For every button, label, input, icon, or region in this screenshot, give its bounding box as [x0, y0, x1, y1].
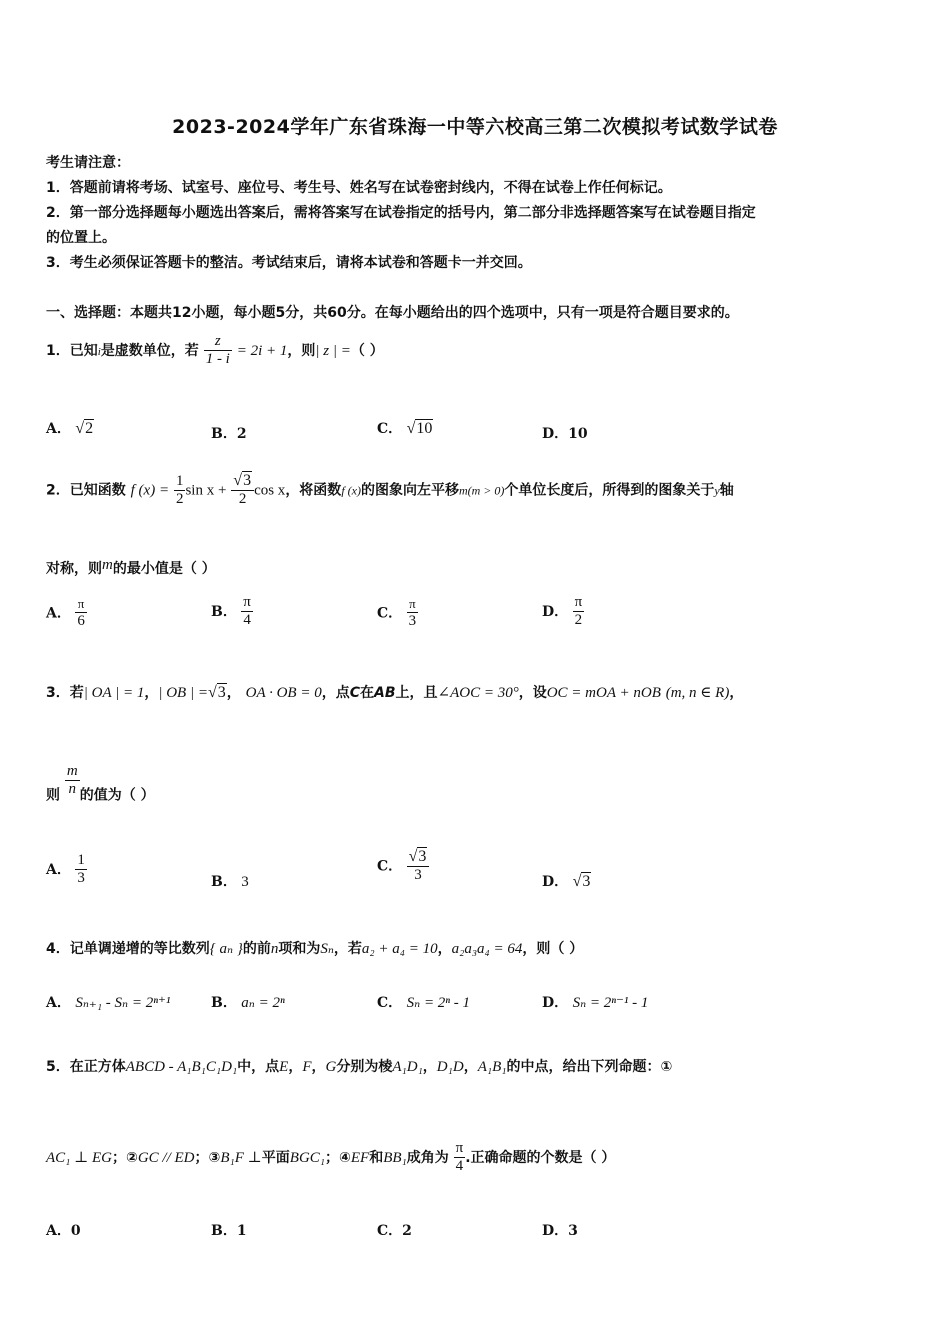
q2-frac-1-den: 2	[175, 490, 184, 507]
q3-option-b-label: B．	[211, 874, 237, 890]
q2-option-b-value	[241, 594, 253, 630]
q5-comma-2: ，	[311, 1059, 326, 1075]
q2-option-c[interactable]	[377, 597, 418, 630]
q3-option-c[interactable]	[377, 848, 429, 885]
q2-m-cond: m(m > 0)	[458, 483, 505, 498]
q3-option-a-num: 1	[75, 852, 87, 870]
q1-option-d-label: D．	[542, 426, 569, 442]
q1-option-d[interactable]	[542, 423, 588, 443]
question-4	[46, 938, 583, 958]
q4-text-1: 4．记单调递增的等比数列	[46, 941, 210, 957]
q3-comma-1: ，	[144, 685, 159, 701]
question-3-line-2	[46, 763, 155, 804]
q5-point-e: E	[279, 1059, 289, 1075]
q5-edge-3: A₁B₁	[477, 1059, 507, 1075]
q4-text-2: 的前	[242, 941, 271, 957]
q2-option-b-label: B．	[211, 603, 237, 620]
q3-text-1: 3．若	[46, 685, 84, 701]
q5-prop-2: GC // ED	[137, 1149, 195, 1166]
q2-fx2: f (x)	[341, 483, 361, 498]
q1-option-a-value: √2	[75, 420, 94, 437]
q3-m-over-n	[65, 763, 80, 799]
q2-option-d[interactable]	[542, 594, 584, 630]
question-2-line-2	[46, 557, 216, 578]
q3-ob: | OB | =	[158, 685, 208, 701]
q4-sn: Sₙ	[320, 941, 334, 957]
q2-l2-text-1: 对称，则	[46, 561, 102, 577]
q5-text-4: 的中点，给出下列命题：①	[506, 1059, 673, 1075]
q3-text-5: ，设	[518, 685, 547, 701]
q4-cond-2: a₂a₃a₄ = 64	[451, 941, 523, 957]
q5-text-5: .正确命题的个数是（ ）	[465, 1149, 616, 1166]
q5-text-1: 5．在正方体	[46, 1059, 126, 1075]
q3-option-a-value	[75, 852, 87, 888]
q1-option-c[interactable]	[377, 418, 433, 438]
q4-cond-1: a₂ + a₄ = 10	[361, 941, 438, 957]
q5-option-d-value: 3	[568, 1223, 578, 1239]
q2-option-b[interactable]	[211, 594, 253, 630]
q1-option-c-value: √10	[406, 420, 433, 437]
q1-equation: = 2i + 1	[236, 342, 288, 359]
q2-text-2: ，将函数	[285, 482, 342, 499]
q1-option-a[interactable]	[46, 418, 94, 438]
q3-option-c-num: √3	[407, 848, 430, 867]
q3-option-a[interactable]	[46, 852, 87, 888]
q1-text-2: 是虚数单位，若	[100, 342, 199, 359]
q2-option-a-num: π	[75, 597, 87, 613]
q4-an: { aₙ }	[209, 941, 243, 957]
question-2	[46, 472, 734, 509]
q3-rad3: 3	[217, 684, 226, 701]
q2-frac-1-num: 1	[174, 473, 186, 491]
q1-option-b[interactable]	[211, 423, 247, 443]
q3-option-d-value: √3	[572, 873, 591, 890]
q2-rad3: 3	[243, 472, 252, 489]
notice-item-2: 2．第一部分选择题每小题选出答案后，需将答案写在试卷指定的括号内，第二部分非选择题答案写在试卷题目指定	[46, 205, 756, 221]
q2-frac-1	[174, 473, 186, 509]
q5-pi-over-4	[454, 1140, 466, 1176]
q3-oc: OC = mOA + nOB	[546, 685, 661, 701]
q5-option-a-value: 0	[70, 1223, 81, 1239]
q3-point-c: C	[349, 685, 360, 701]
q3-l2-text-1: 则	[46, 787, 60, 804]
q1-absz: | z | =	[315, 342, 351, 359]
q5-comma-3: ，	[422, 1059, 437, 1075]
q3-text-3: 在	[360, 685, 374, 701]
q4-text-4: ，若	[333, 941, 362, 957]
q4-option-a[interactable]	[46, 992, 170, 1012]
q2-frac-2	[231, 472, 254, 509]
q5-prop-4b: 和	[369, 1149, 384, 1166]
q1-frac-num: z	[204, 333, 232, 351]
q3-n: n	[68, 781, 77, 798]
q2-m: m	[102, 557, 113, 573]
q2-frac-2-num: √3	[231, 472, 254, 491]
page-title: 2023-2024学年广东省珠海一中等六校高三第二次模拟考试数学试卷	[172, 116, 778, 138]
q5-option-b-value: 1	[236, 1223, 247, 1239]
q3-dot-product: OA · OB = 0	[245, 685, 322, 701]
q5-option-d[interactable]	[542, 1220, 578, 1240]
q4-option-c-value: Sₙ = 2ⁿ - 1	[406, 995, 471, 1011]
q1-text-4: （ ）	[350, 342, 384, 359]
q5-text-3: 分别为棱	[336, 1059, 393, 1075]
q5-option-a-label: A．	[46, 1223, 71, 1239]
q5-prop-1: AC₁ ⊥ EG	[46, 1149, 112, 1166]
q5-point-f: F	[302, 1059, 312, 1075]
q3-sqrt3: √3	[207, 684, 226, 701]
q2-option-c-den: 3	[408, 612, 417, 629]
q1-option-a-rad: 2	[85, 420, 94, 437]
q3-option-d-label: D．	[542, 874, 569, 890]
q4-option-b[interactable]	[211, 992, 285, 1012]
q5-pi: π	[454, 1140, 466, 1158]
q1-option-b-label: B．	[211, 426, 237, 442]
q3-option-d-rad: 3	[582, 873, 591, 890]
q5-edge-1: A₁D₁	[392, 1059, 423, 1075]
q4-option-a-label: A．	[46, 995, 71, 1011]
q2-option-d-value	[573, 594, 585, 630]
q3-text-4: 上，且	[395, 685, 438, 701]
q3-option-b[interactable]	[211, 871, 249, 891]
q2-fx: f (x) =	[130, 482, 170, 499]
q1-fraction	[204, 333, 232, 369]
q2-option-c-num: π	[407, 597, 419, 613]
q5-comma-4: ，	[463, 1059, 478, 1075]
q2-option-a-den: 6	[77, 612, 85, 629]
q3-cond: (m, n ∈ R)	[665, 685, 730, 701]
q5-prop-4d: 成角为	[406, 1149, 449, 1166]
q2-option-b-den: 4	[243, 612, 251, 629]
q3-option-c-rad: 3	[418, 848, 427, 865]
q1-text-3: ，则	[287, 342, 316, 359]
q2-sinx: sin x +	[185, 482, 227, 499]
q2-option-a-value	[75, 597, 87, 630]
q2-text-3: 的图象向左平移	[360, 482, 459, 499]
q3-option-b-value: 3	[241, 874, 249, 890]
q1-option-c-label: C．	[377, 421, 403, 437]
q4-option-b-value: aₙ = 2ⁿ	[241, 995, 285, 1011]
q3-option-c-den: 3	[414, 867, 422, 884]
q2-text-4: 个单位长度后，所得到的图象关于	[504, 482, 715, 499]
q4-n: n	[270, 941, 279, 957]
q2-option-b-num: π	[241, 594, 253, 612]
q4-option-c-label: C．	[377, 995, 403, 1011]
q1-option-c-rad: 10	[416, 420, 433, 437]
question-3	[46, 682, 743, 702]
q5-sep-2: ；②	[111, 1149, 138, 1166]
q2-text-1: 2．已知函数	[46, 482, 126, 499]
q5-sep-3: ；③	[194, 1149, 221, 1166]
q5-option-c[interactable]	[377, 1220, 412, 1240]
q4-option-d-value: Sₙ = 2ⁿ⁻¹ - 1	[572, 995, 649, 1011]
q2-frac-2-den: 2	[238, 491, 247, 508]
notice-item-3: 3．考生必须保证答题卡的整洁。考试结束后，请将本试卷和答题卡一并交回。	[46, 255, 532, 271]
q4-option-d-label: D．	[542, 995, 569, 1011]
q3-m: m	[65, 763, 80, 781]
q5-prop-4c: BB₁	[383, 1149, 407, 1166]
q3-option-c-label: C．	[377, 858, 403, 875]
question-5-line-2	[46, 1140, 615, 1176]
q5-text-2: 中，点	[237, 1059, 280, 1075]
q3-comma-2: ，	[226, 685, 241, 701]
q3-option-a-den: 3	[77, 870, 85, 887]
q2-cosx: cos x	[254, 482, 286, 499]
q4-text-3: 项和为	[278, 941, 321, 957]
q4-option-d[interactable]	[542, 992, 648, 1012]
notice-item-2-cont: 的位置上。	[46, 230, 116, 246]
q2-option-d-num: π	[573, 594, 585, 612]
q4-option-b-label: B．	[211, 995, 237, 1011]
q2-option-d-den: 2	[574, 612, 583, 629]
q1-option-b-value: 2	[236, 426, 247, 442]
q5-prop-3b: 平面	[261, 1149, 290, 1166]
q4-option-c[interactable]	[377, 992, 470, 1012]
q5-comma-1: ，	[288, 1059, 303, 1075]
q5-option-d-label: D．	[542, 1223, 569, 1239]
q2-y: y	[714, 483, 720, 498]
q5-option-c-label: C．	[377, 1223, 403, 1239]
q5-point-g: G	[325, 1059, 337, 1075]
notice-item-1: 1．答题前请将考场、试室号、座位号、考生号、姓名写在试卷密封线内，不得在试卷上作任何标记。	[46, 180, 672, 196]
q2-option-a-label: A．	[46, 605, 71, 622]
q4-comma: ，	[437, 941, 452, 957]
q5-edge-2: D₁D	[436, 1059, 464, 1075]
q3-option-d[interactable]	[542, 871, 591, 891]
q4-text-5: ，则（ ）	[522, 941, 584, 957]
q5-option-b-label: B．	[211, 1223, 237, 1239]
q1-option-d-value: 10	[568, 426, 588, 442]
q2-option-d-label: D．	[542, 603, 569, 620]
q3-option-c-value	[407, 848, 430, 885]
notice-heading: 考生请注意：	[46, 155, 130, 171]
q1-i: i	[97, 345, 101, 358]
q5-prop-4a: EF	[350, 1149, 370, 1166]
q5-prop-3c: BGC₁	[289, 1149, 325, 1166]
q2-text-5: 轴	[719, 482, 734, 499]
question-5	[46, 1056, 672, 1076]
q4-option-a-value: Sₙ₊₁ - Sₙ = 2ⁿ⁺¹	[75, 995, 171, 1011]
q5-option-c-value: 2	[402, 1223, 412, 1239]
q3-text-2: ，点	[321, 685, 350, 701]
q2-l2-text-2: 的最小值是（ ）	[112, 561, 216, 577]
q5-option-a[interactable]	[46, 1220, 81, 1240]
q3-option-a-label: A．	[46, 861, 71, 878]
q3-oa: | OA | = 1	[83, 685, 145, 701]
q2-option-c-value	[407, 597, 419, 630]
q5-sep-4: ；④	[325, 1149, 351, 1166]
q3-l2-text-2: 的值为（ ）	[79, 787, 155, 804]
question-1	[46, 333, 384, 369]
q1-frac-den: 1 - i	[205, 351, 230, 368]
q2-option-a[interactable]	[46, 597, 87, 630]
q1-option-a-label: A．	[46, 421, 71, 437]
q1-text-1: 1．已知	[46, 342, 98, 359]
section-heading: 一、选择题：本题共12小题，每小题5分，共60分。在每小题给出的四个选项中，只有一项是符合题目要求的。	[46, 305, 739, 321]
q5-prop-3a: B₁F ⊥	[220, 1149, 262, 1166]
q5-cube: ABCD - A₁B₁C₁D₁	[125, 1059, 238, 1075]
q5-option-b[interactable]	[211, 1220, 247, 1240]
q3-text-6: ，	[729, 685, 744, 701]
q2-option-c-label: C．	[377, 605, 403, 622]
q3-angle: ∠AOC = 30°	[437, 685, 519, 701]
q3-ab: AB	[374, 685, 396, 701]
q5-four: 4	[455, 1158, 464, 1175]
